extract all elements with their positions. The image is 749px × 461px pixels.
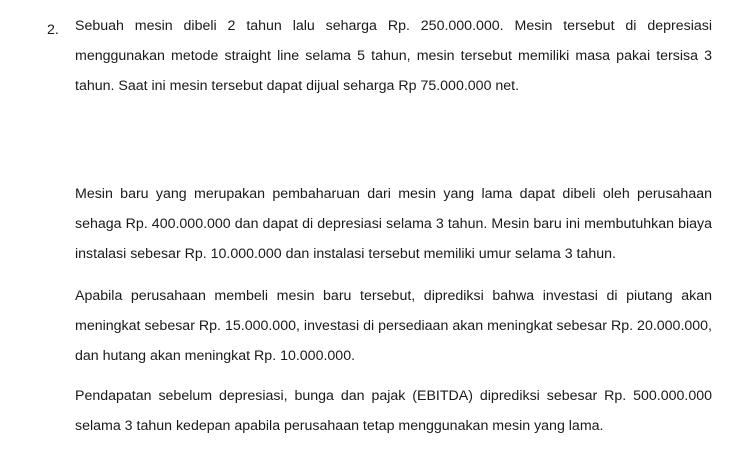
list-item-number: 2. — [47, 22, 59, 38]
paragraph-ebitda: Pendapatan sebelum depresiasi, bunga dan pajak (EBITDA) diprediksi sebesar Rp. 500.000.000 selama 3 tahun kedepan apabila perusahaan tetap menggunakan mesin yang lama. — [75, 388, 712, 434]
paragraph-working-capital: Apabila perusahaan membeli mesin baru tersebut, diprediksi bahwa investasi di piutang akan meningkat sebesar Rp. 15.000.000, investasi di persediaan akan meningkat sebesar Rp. 20.000.000, dan hutang akan meningkat Rp. 10.000.000. — [75, 288, 712, 364]
paragraph-new-machine: Mesin baru yang merupakan pembaharuan dari mesin yang lama dapat dibeli oleh perusahaan sehaga Rp. 400.000.000 dan dapat di depresiasi selama 3 tahun. Mesin baru ini membutuhkan biaya instalasi sebesar Rp. 10.000.000 dan instalasi tersebut memiliki umur selama 3 tahun. — [75, 186, 712, 262]
paragraph-old-machine: Sebuah mesin dibeli 2 tahun lalu seharga Rp. 250.000.000. Mesin tersebut di depresiasi menggunakan metode straight line selama 5 tahun, mesin tersebut memiliki masa pakai tersisa 3 tahun. Saat ini mesin tersebut dapat dijual seharga Rp 75.000.000 net. — [75, 18, 712, 94]
